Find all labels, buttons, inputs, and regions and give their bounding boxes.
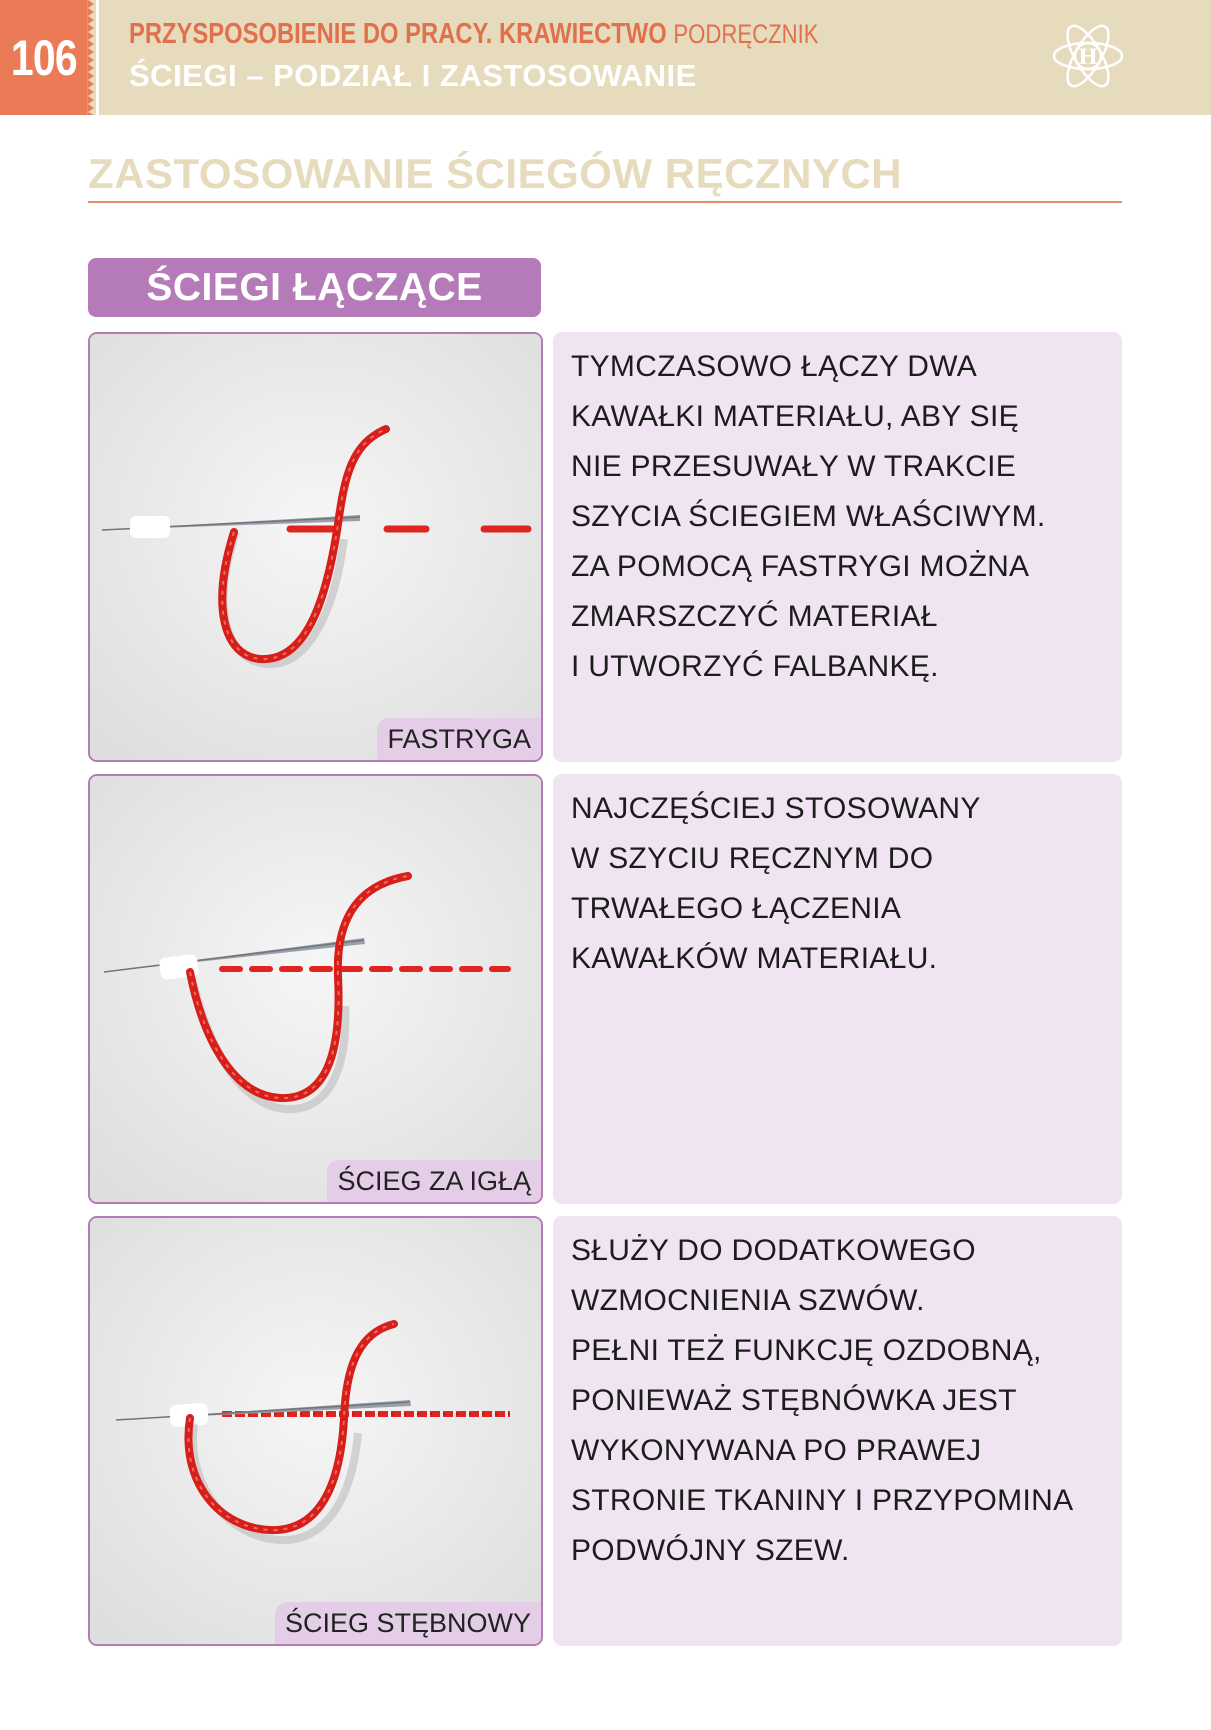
stitch-image-fastryga [88, 332, 543, 762]
stitch-description-panel [553, 774, 1122, 1204]
book-type: PODRĘCZNIK [673, 19, 819, 49]
page-number: 106 [0, 0, 88, 115]
page-header [0, 0, 1211, 115]
stitch-image-za-igla [88, 774, 543, 1204]
stitch-description: TYMCZASOWO ŁĄCZY DWA KAWAŁKI MATERIAŁU, ABY SIĘ NIE PRZESUWAŁY W TRAKCIE SZYCIA ŚCIEGIEM WŁAŚCIWYM. ZA POMOCĄ FASTRYGI MOŻNA ZMARSZCZYĆ MATERIAŁ I UTWORZYĆ FALBANKĘ. [571, 350, 1046, 683]
section-divider [88, 201, 1122, 203]
perforated-edge [88, 0, 104, 115]
chapter-title: ŚCIEGI – PODZIAŁ I ZASTOSOWANIE [129, 58, 697, 93]
stitch-description-panel [553, 332, 1122, 762]
atom-logo-icon [1050, 18, 1126, 94]
stitch-description-panel [553, 1216, 1122, 1646]
stitch-label: ŚCIEG STĘBNOWY [275, 1602, 541, 1644]
svg-text:H: H [1078, 44, 1098, 69]
book-title: PRZYSPOSOBIENIE DO PRACY. KRAWIECTWO PODRĘCZNIK [129, 18, 819, 50]
topstitch-illustration [90, 1218, 541, 1644]
stitch-label: FASTRYGA [377, 718, 541, 760]
stitch-description: SŁUŻY DO DODATKOWEGO WZMOCNIENIA SZWÓW. PEŁNI TEŻ FUNKCJĘ OZDOBNĄ, PONIEWAŻ STĘBNÓWKA JEST WYKONYWANA PO PRAWEJ STRONIE TKANINY I PRZYPOMINA PODWÓJNY SZEW. [571, 1234, 1074, 1567]
stitch-description: NAJCZĘŚCIEJ STOSOWANY W SZYCIU RĘCZNYM DO TRWAŁEGO ŁĄCZENIA KAWAŁKÓW MATERIAŁU. [571, 792, 981, 975]
stitch-label: ŚCIEG ZA IGŁĄ [327, 1160, 541, 1202]
section-title: ZASTOSOWANIE ŚCIEGÓW RĘCZNYCH [88, 150, 903, 197]
backstitch-illustration [90, 776, 541, 1202]
stitch-image-stebnowy [88, 1216, 543, 1646]
basting-stitch-illustration [90, 334, 541, 760]
category-heading: ŚCIEGI ŁĄCZĄCE [88, 258, 541, 317]
